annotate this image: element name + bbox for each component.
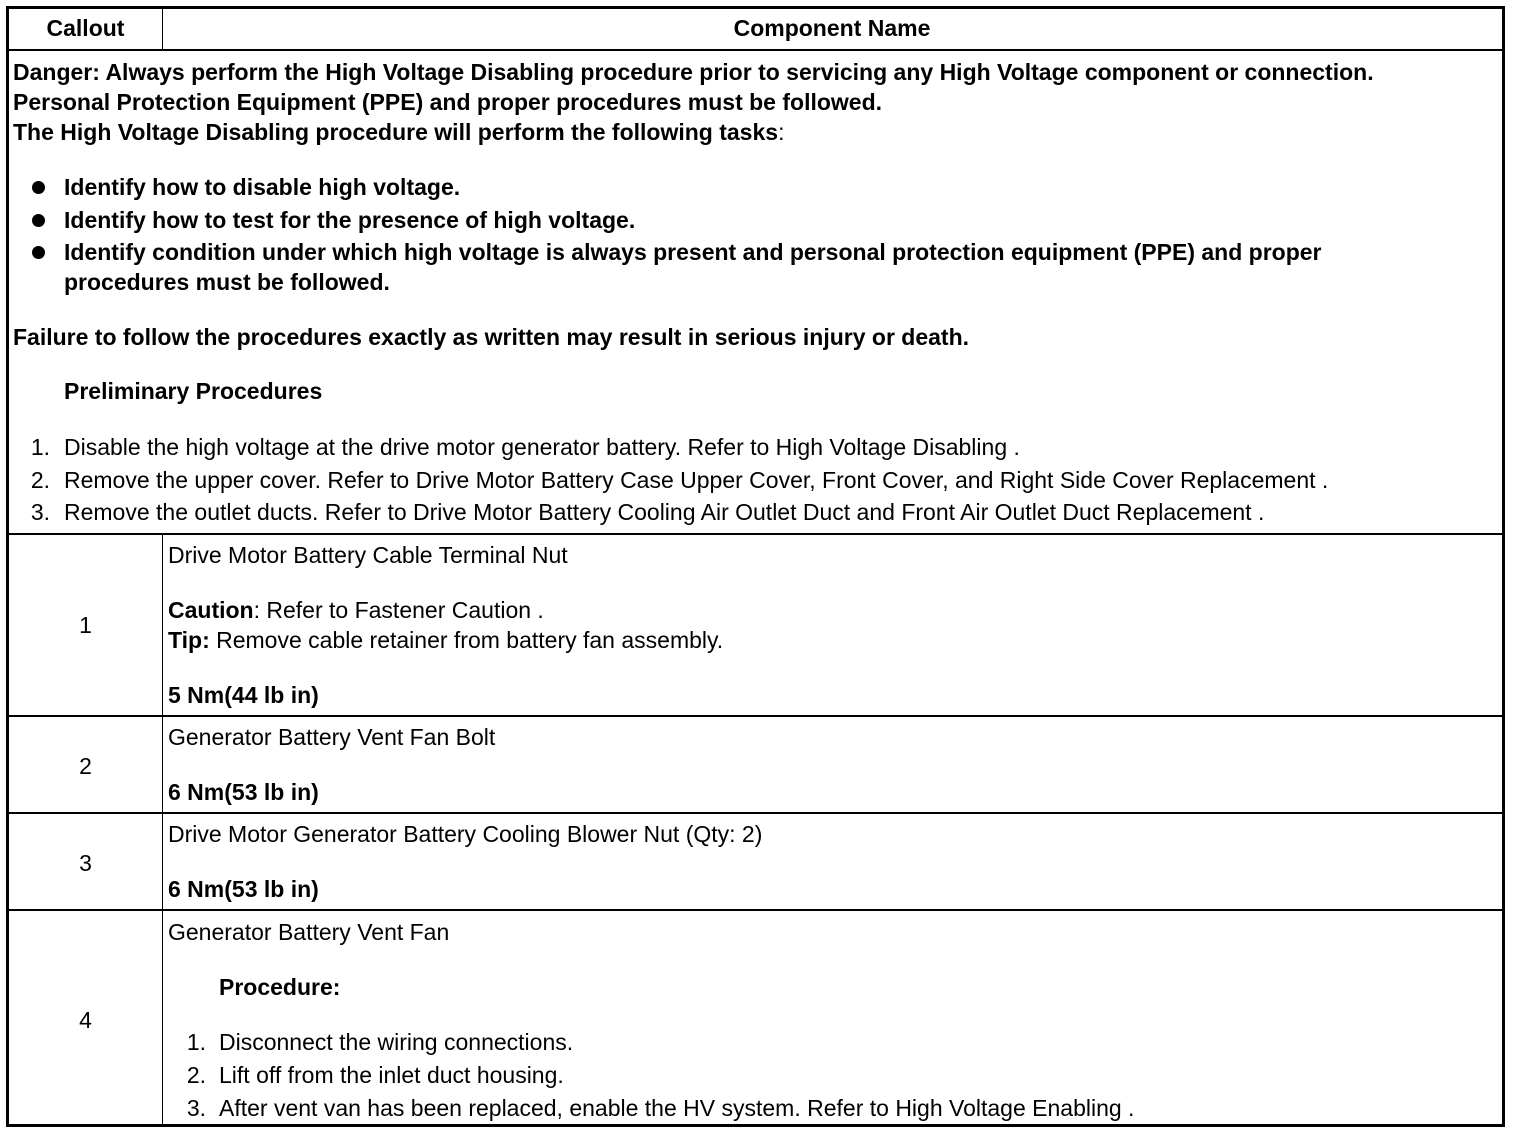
torque-spec: 6 Nm(53 lb in) [168, 779, 319, 805]
danger-line-2: Personal Protection Equipment (PPE) and proper procedures must be followed. [13, 89, 883, 115]
step-text: Remove the upper cover. Refer to Drive Motor Battery Case Upper Cover, Front Cover, and Right Side Cover Replacement . [64, 467, 1329, 493]
component-table [6, 6, 1505, 1127]
caution-text: : Refer to Fastener Caution . [253, 597, 544, 623]
step-text: After vent van has been replaced, enable the HV system. Refer to High Voltage Enabling . [219, 1095, 1135, 1121]
step-text: Remove the outlet ducts. Refer to Drive Motor Battery Cooling Air Outlet Duct and Front Air Outlet Duct Replacement . [64, 499, 1265, 525]
step-text: Disconnect the wiring connections. [219, 1029, 574, 1055]
failure-warning: Failure to follow the procedures exactly as written may result in serious injury or death. [13, 324, 970, 350]
callout-column-divider [162, 533, 163, 1127]
bullet-icon [32, 214, 45, 227]
step-text: Lift off from the inlet duct housing. [219, 1062, 564, 1088]
row-rule [9, 49, 1502, 51]
step-number: 3. [186, 1095, 206, 1121]
bullet-item-3: Identify condition under which high voltage is always present and personal protection equipment (PPE) and proper [64, 239, 1322, 265]
step-number: 2. [30, 467, 50, 493]
danger-line-3-colon: : [778, 119, 785, 145]
caution-note [168, 597, 544, 624]
danger-line-3 [13, 119, 784, 146]
bullet-item-1: Identify how to disable high voltage. [64, 174, 461, 200]
step-number: 1. [186, 1029, 206, 1055]
bullet-item-3-cont: procedures must be followed. [64, 269, 390, 295]
row-rule [9, 715, 1502, 717]
callout-number: 2 [79, 753, 92, 779]
bullet-item-2: Identify how to test for the presence of high voltage. [64, 207, 636, 233]
tip-note [168, 627, 723, 654]
caution-label: Caution [168, 597, 254, 623]
torque-spec: 6 Nm(53 lb in) [168, 876, 319, 902]
header-callout: Callout [46, 15, 125, 41]
preliminary-title: Preliminary Procedures [64, 378, 323, 404]
bullet-icon [32, 181, 45, 194]
tip-text: Remove cable retainer from battery fan assembly. [209, 627, 724, 653]
step-text: Disable the high voltage at the drive motor generator battery. Refer to High Voltage Disabling . [64, 434, 1020, 460]
callout-number: 3 [79, 850, 92, 876]
callout-number: 4 [79, 1007, 92, 1033]
row-rule [9, 533, 1502, 535]
component-name: Drive Motor Generator Battery Cooling Blower Nut (Qty: 2) [168, 821, 763, 847]
step-number: 3. [30, 499, 50, 525]
danger-line-1: Danger: Always perform the High Voltage Disabling procedure prior to servicing any High Voltage component or connection. [13, 59, 1374, 85]
component-name: Generator Battery Vent Fan [168, 919, 450, 945]
component-name: Generator Battery Vent Fan Bolt [168, 724, 496, 750]
callout-number: 1 [79, 612, 92, 638]
row-rule [9, 909, 1502, 911]
tip-label: Tip: [168, 627, 210, 653]
step-number: 2. [186, 1062, 206, 1088]
bullet-icon [32, 246, 45, 259]
row-rule [9, 812, 1502, 814]
torque-spec: 5 Nm(44 lb in) [168, 682, 319, 708]
component-name: Drive Motor Battery Cable Terminal Nut [168, 542, 568, 568]
procedure-title: Procedure: [219, 974, 341, 1000]
header-divider [162, 9, 163, 49]
step-number: 1. [30, 434, 50, 460]
header-component-name: Component Name [733, 15, 931, 41]
danger-line-3-text: The High Voltage Disabling procedure will perform the following tasks [13, 119, 779, 145]
